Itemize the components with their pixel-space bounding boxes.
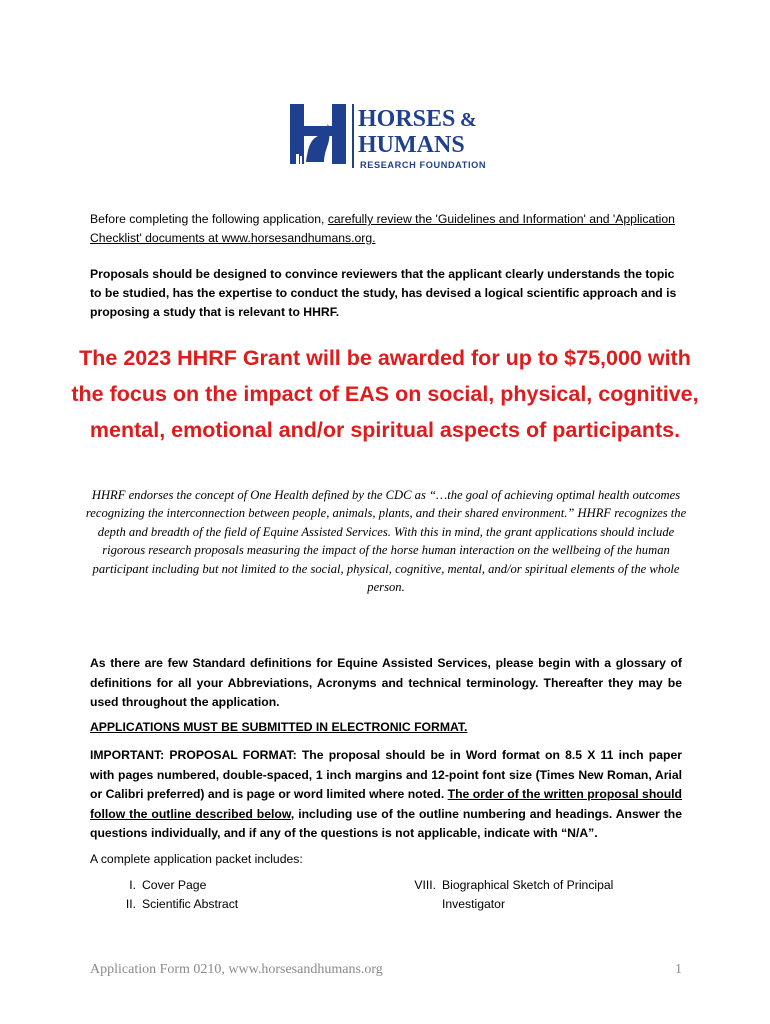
- glossary-paragraph: As there are few Standard definitions for Equine Assisted Services, please begin with a glossary of definitions for all your Abbreviations, Acronyms and technical terminology. Thereafter they may be used throughout the application.: [90, 656, 682, 709]
- intro-paragraph: [90, 210, 682, 248]
- outline-order-text: The order of the written proposal should follow the outline described below: [90, 787, 683, 821]
- footer-form-label: Application Form 0210, www.horsesandhumans.org: [90, 962, 383, 977]
- proposal-paragraph: Proposals should be designed to convince reviewers that the applicant clearly understands the topic to be studied, has the expertise to conduct the study, has devised a logical scientific approach and is proposing a study that is relevant to HHRF.: [90, 267, 677, 319]
- logo-text-foundation: RESEARCH FOUNDATION: [360, 160, 487, 170]
- list-item: [112, 895, 238, 914]
- list-item-label: Biographical Sketch of Principal Investigator: [442, 878, 614, 911]
- logo-text-horses: HORSES: [358, 106, 456, 132]
- logo-graphic: [288, 100, 488, 172]
- guidelines-link-text: carefully review the 'Guidelines and Information' and 'Application Checklist' documents at www.horsesandhumans.org.: [90, 212, 675, 245]
- list-item: [408, 876, 648, 914]
- list-item: [112, 876, 238, 895]
- packet-list-left: [112, 876, 238, 914]
- intro-lead: Before completing the following application,: [90, 212, 328, 226]
- logo-text-ampersand: &: [460, 109, 477, 131]
- format-lead: IMPORTANT: PROPOSAL FORMAT: The proposal should be in Word format on 8.5 X 11 inch paper with pages numbered, double-spaced, 1 inch margins and 12-point font size (Times New Roman, Arial or Calibri preferred) and is page or word limited where noted.: [90, 748, 682, 801]
- format-tail: , including use of the outline numbering and headings. Answer the questions individually, and if any of the questions is not applicable, indicate with “N/A”.: [90, 806, 682, 840]
- horses-and-humans-logo: [288, 100, 488, 172]
- list-item-label: Scientific Abstract: [142, 897, 239, 911]
- list-item-number: I.: [129, 878, 136, 892]
- list-item-number: II.: [125, 897, 136, 911]
- one-health-endorsement: HHRF endorses the concept of One Health defined by the CDC as “…the goal of achieving optimal health outcomes recognizing the interconnection between people, animals, plants, and their shared environment.” HHRF recognizes the depth and breadth of the field of Equine Assisted Services. With this in mind, the grant applications should include rigorous research proposals measuring the impact of the horse human interaction on the wellbeing of the human participant including but not limited to the social, physical, cognitive, mental, and/or spiritual elements of the whole person.: [85, 488, 687, 595]
- packet-list-right: [408, 876, 648, 914]
- packet-intro: A complete application packet includes:: [90, 852, 303, 866]
- list-item-number: VIII.: [414, 878, 436, 892]
- list-item-label: Cover Page: [142, 878, 207, 892]
- proposal-format-paragraph: [90, 746, 682, 844]
- page-footer: [90, 962, 682, 978]
- logo-text-humans: HUMANS: [358, 132, 465, 158]
- electronic-format-notice: APPLICATIONS MUST BE SUBMITTED IN ELECTRONIC FORMAT.: [90, 720, 468, 734]
- page-number: 1: [675, 962, 682, 977]
- grant-headline: The 2023 HHRF Grant will be awarded for up to $75,000 with the focus on the impact of EAS on social, physical, cognitive, mental, emotional and/or spiritual aspects of participants.: [71, 346, 699, 442]
